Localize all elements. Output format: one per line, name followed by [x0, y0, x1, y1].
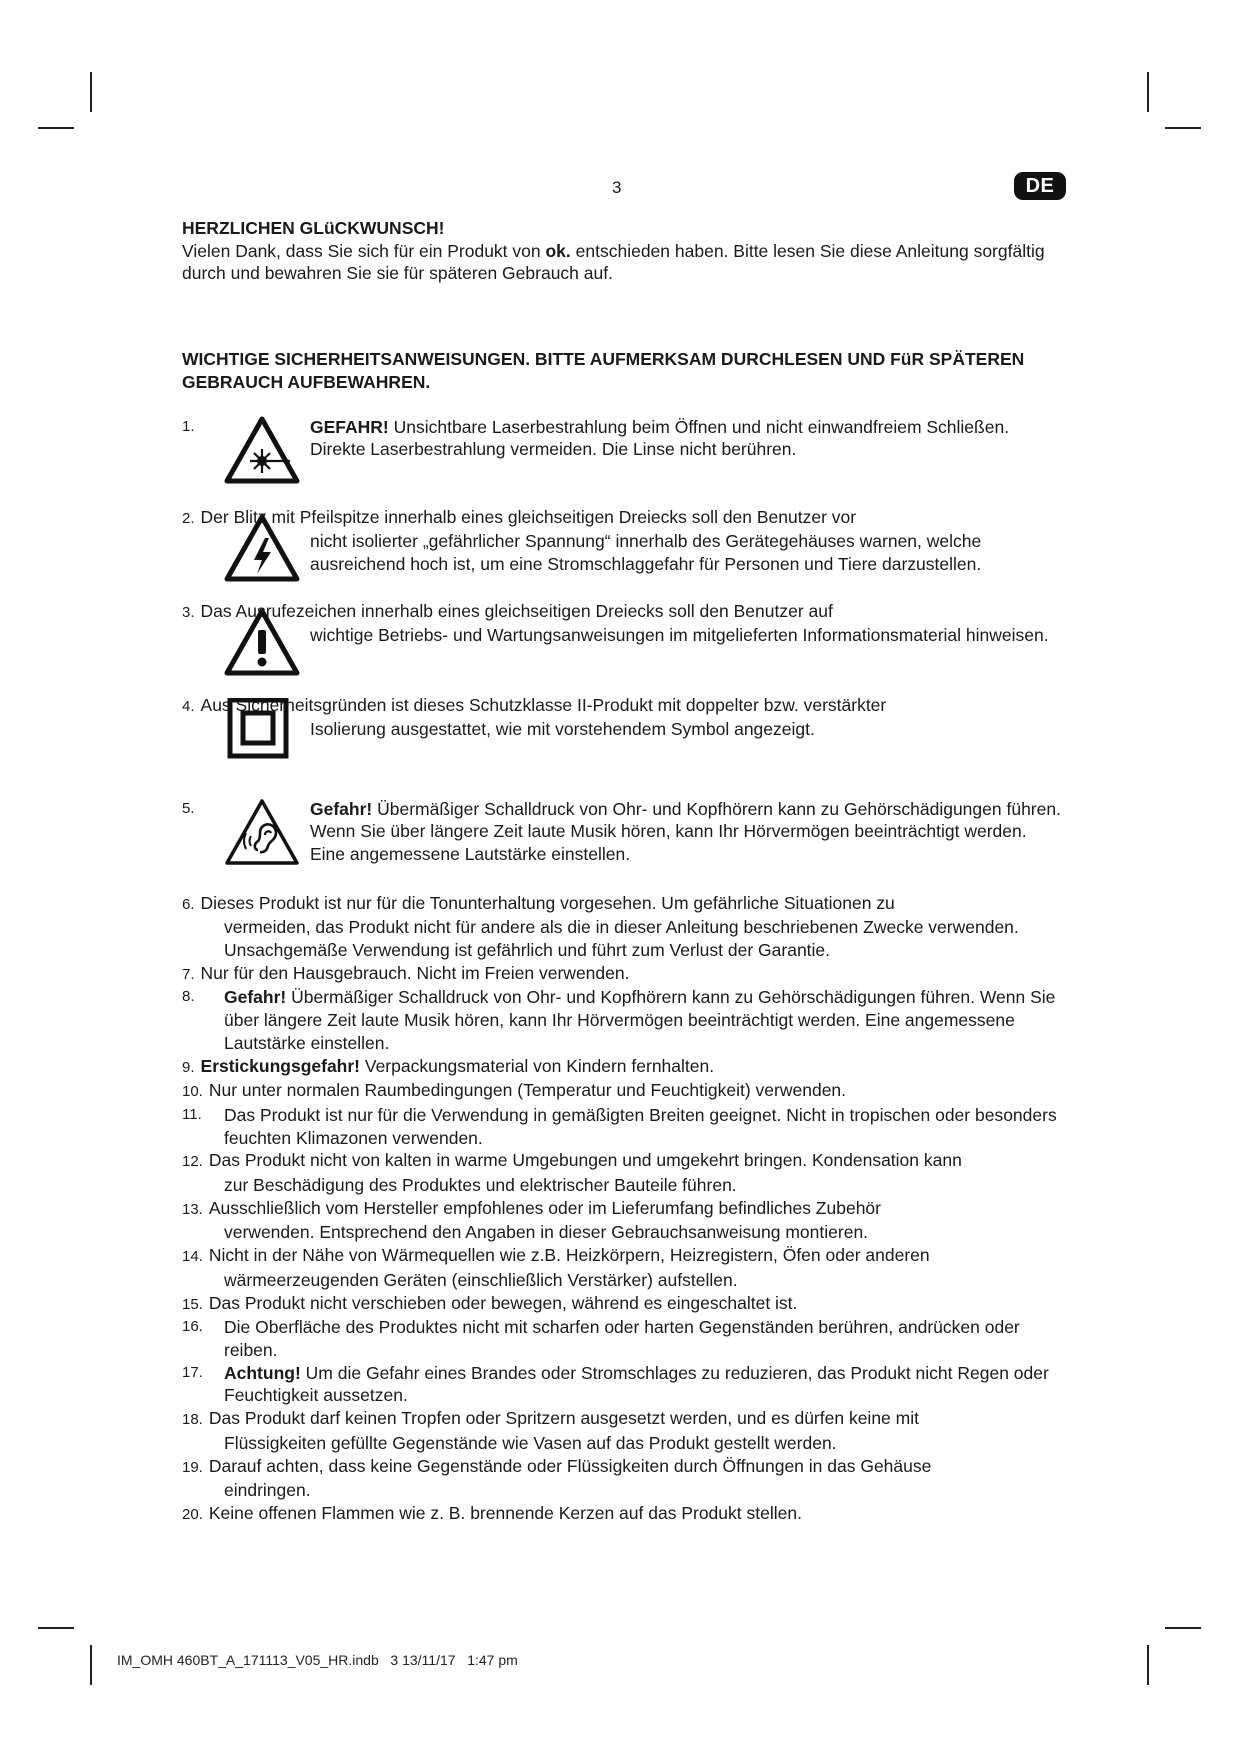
item-number: 1. [182, 417, 195, 435]
item-text: Nur unter normalen Raumbedingungen (Temperatur und Feuchtigkeit) verwenden. [208, 1080, 847, 1101]
list-item [182, 1292, 1062, 1317]
document-body [182, 217, 1062, 1527]
hearing-damage-icon [224, 798, 300, 866]
crop-mark [1147, 1645, 1149, 1685]
list-item [182, 1244, 1062, 1291]
item-number: 4. [182, 697, 195, 715]
list-item [182, 1079, 1062, 1104]
list-item [182, 1149, 1062, 1196]
intro-text [182, 240, 1062, 285]
safety-list [182, 892, 1062, 1527]
crop-mark [90, 72, 92, 112]
safety-heading: WICHTIGE SICHERHEITSANWEISUNGEN. BITTE AUFMERKSAM DURCHLESEN UND FüR SPÄTEREN GEBRAUCH AUFBEWAHREN. [182, 349, 1025, 392]
safety-item-1 [182, 416, 1062, 486]
item-lead-text: Der Blitz mit Pfeilspitze innerhalb eines gleichseitigen Dreiecks soll den Benutzer vor [200, 506, 857, 527]
laser-warning-icon [224, 416, 300, 484]
list-item [182, 1197, 1062, 1244]
safety-item-5 [182, 798, 1062, 868]
item-lead-text: Das Ausrufezeichen innerhalb eines gleichseitigen Dreiecks soll den Benutzer auf [200, 600, 833, 621]
safety-item-2 [182, 506, 1062, 576]
intro-heading: HERZLICHEN GLüCKWUNSCH! [182, 218, 445, 238]
item-number: 6. [182, 895, 195, 913]
item-number: 14. [182, 1248, 203, 1266]
lightning-warning-icon [224, 514, 300, 582]
item-text: Das Produkt ist nur für die Verwendung in gemäßigten Breiten geeignet. Nicht in tropischen oder besonders feuchten Klimazonen verwenden. [224, 1104, 1057, 1148]
item-text: Um die Gefahr eines Brandes oder Stromschlages zu reduzieren, das Produkt nicht Regen oder Feuchtigkeit aussetzen. [224, 1362, 1049, 1406]
item-text: Darauf achten, dass keine Gegenstände oder Flüssigkeiten durch Öffnungen in das Gehäuse [208, 1455, 932, 1476]
item-text: Die Oberfläche des Produktes nicht mit scharfen oder harten Gegenständen berühren, andrücken oder reiben. [224, 1317, 1020, 1360]
item-text: Das Produkt nicht verschieben oder bewegen, während es eingeschaltet ist. [208, 1292, 798, 1313]
item-text: Keine offenen Flammen wie z. B. brennende Kerzen auf das Produkt stellen. [208, 1502, 802, 1523]
language-badge: DE [1014, 172, 1066, 200]
item-lead [182, 600, 1062, 625]
list-item [182, 1455, 1062, 1502]
crop-mark [38, 127, 74, 129]
item-body: Übermäßiger Schalldruck von Ohr- und Kopfhörern kann zu Gehörschädigungen führen. Wenn Sie über längere Zeit laute Musik hören, kann Ihr Hörvermögen beeinträchtigt werden. Eine angemessene Lautstärke einstellen. [310, 798, 1061, 865]
item-continuation: wärmeerzeugenden Geräten (einschließlich Verstärker) aufstellen. [224, 1269, 738, 1290]
safety-item-4 [182, 694, 1062, 764]
item-continuation: eindringen. [224, 1480, 311, 1501]
item-body: Unsichtbare Laserbestrahlung beim Öffnen und nicht einwandfreiem Schließen. Direkte Laserbestrahlung vermeiden. Die Linse nicht berühren. [310, 416, 1010, 460]
list-item [182, 986, 1062, 1054]
list-item [182, 1104, 1062, 1149]
item-number: 9. [182, 1058, 195, 1076]
crop-mark [1147, 72, 1149, 112]
item-continuation: zur Beschädigung des Produktes und elektrischer Bauteile führen. [224, 1175, 737, 1196]
item-number: 20. [182, 1505, 203, 1523]
item-text: wichtige Betriebs- und Wartungsanweisungen im mitgelieferten Informationsmaterial hinweisen. [310, 625, 1049, 646]
file-info: IM_OMH 460BT_A_171113_V05_HR.indb 3 13/11/17 1:47 pm [117, 1652, 518, 1668]
list-item [182, 1407, 1062, 1454]
warning-label: Erstickungsgefahr! [200, 1055, 360, 1076]
intro-text-before: Vielen Dank, dass Sie sich für ein Produkt von [182, 240, 546, 261]
warning-label: GEFAHR! [310, 416, 389, 437]
item-text: Das Produkt nicht von kalten in warme Umgebungen und umgekehrt bringen. Kondensation kann [208, 1150, 962, 1171]
item-text: Dieses Produkt ist nur für die Tonunterhaltung vorgesehen. Um gefährliche Situationen zu [200, 892, 895, 913]
list-item [182, 1502, 1062, 1527]
item-number: 15. [182, 1295, 203, 1313]
item-text: nicht isolierter „gefährlicher Spannung“ innerhalb des Gerätegehäuses warnen, welche ausreichend hoch ist, um eine Stromschlaggefahr für Personen und Tiere darzustellen. [310, 531, 982, 574]
brand-name: ok. [545, 240, 571, 261]
item-number: 10. [182, 1083, 203, 1101]
crop-mark [1165, 127, 1201, 129]
item-number: 19. [182, 1458, 203, 1476]
item-number: 3. [182, 603, 195, 621]
item-number: 12. [182, 1153, 203, 1171]
item-number: 18. [182, 1411, 203, 1429]
item-number: 11. [182, 1105, 202, 1123]
item-continuation: Flüssigkeiten gefüllte Gegenstände wie Vasen auf das Produkt gestellt werden. [224, 1432, 837, 1453]
item-text [310, 798, 1062, 866]
item-lead [182, 506, 1062, 531]
list-item [182, 1362, 1062, 1407]
item-text: Ausschließlich vom Hersteller empfohlenes oder im Lieferumfang befindliches Zubehör [208, 1197, 881, 1218]
item-continuation: vermeiden, das Produkt nicht für andere als die in dieser Anleitung beschriebenen Zwecke verwenden. Unsachgemäße Verwendung ist gefährlich und führt zum Verlust der Garantie. [224, 917, 1019, 961]
item-text: Nicht in der Nähe von Wärmequellen wie z.B. Heizkörpern, Heizregistern, Öfen oder anderen [208, 1245, 930, 1266]
warning-label: Gefahr! [310, 798, 373, 819]
list-item [182, 1055, 1062, 1080]
warning-label: Gefahr! [224, 987, 287, 1008]
double-insulation-icon [224, 698, 300, 766]
crop-mark [38, 1627, 74, 1629]
crop-mark [90, 1645, 92, 1685]
warning-label: Achtung! [224, 1362, 301, 1383]
item-text: Verpackungsmaterial von Kindern fernhalten. [360, 1055, 715, 1076]
page-number: 3 [612, 178, 622, 197]
item-number: 8. [182, 988, 195, 1006]
item-lead-text: Aus Sicherheitsgründen ist dieses Schutzklasse II-Produkt mit doppelter bzw. verstärkter [200, 694, 887, 715]
item-text: Übermäßiger Schalldruck von Ohr- und Kopfhörern kann zu Gehörschädigungen führen. Wenn Sie über längere Zeit laute Musik hören, kann Ihr Hörvermögen beeinträchtigt werden. Eine angemessene Lautstärke einstellen. [224, 987, 1056, 1053]
item-text [310, 416, 1062, 461]
safety-item-3 [182, 600, 1062, 670]
item-number: 16. [182, 1318, 203, 1336]
item-number: 13. [182, 1200, 203, 1218]
list-item [182, 1316, 1062, 1361]
item-continuation: verwenden. Entsprechend den Angaben in dieser Gebrauchsanweisung montieren. [224, 1222, 869, 1243]
item-lead [182, 694, 1062, 719]
exclamation-warning-icon [224, 608, 300, 676]
crop-mark [1165, 1627, 1201, 1629]
item-text: Nur für den Hausgebrauch. Nicht im Freien verwenden. [200, 962, 630, 983]
intro-text-after: entschieden haben. Bitte lesen Sie diese Anleitung sorgfältig durch und bewahren Sie sie für späteren Gebrauch auf. [182, 240, 1045, 284]
item-text: Das Produkt darf keinen Tropfen oder Spritzern ausgesetzt werden, und es dürfen keine mit [208, 1408, 919, 1429]
item-number: 7. [182, 965, 195, 983]
list-item [182, 962, 1062, 987]
item-number: 5. [182, 799, 195, 817]
item-number: 17. [182, 1363, 203, 1381]
list-item [182, 892, 1062, 962]
item-text: Isolierung ausgestattet, wie mit vorstehendem Symbol angezeigt. [310, 719, 815, 740]
item-number: 2. [182, 509, 195, 527]
